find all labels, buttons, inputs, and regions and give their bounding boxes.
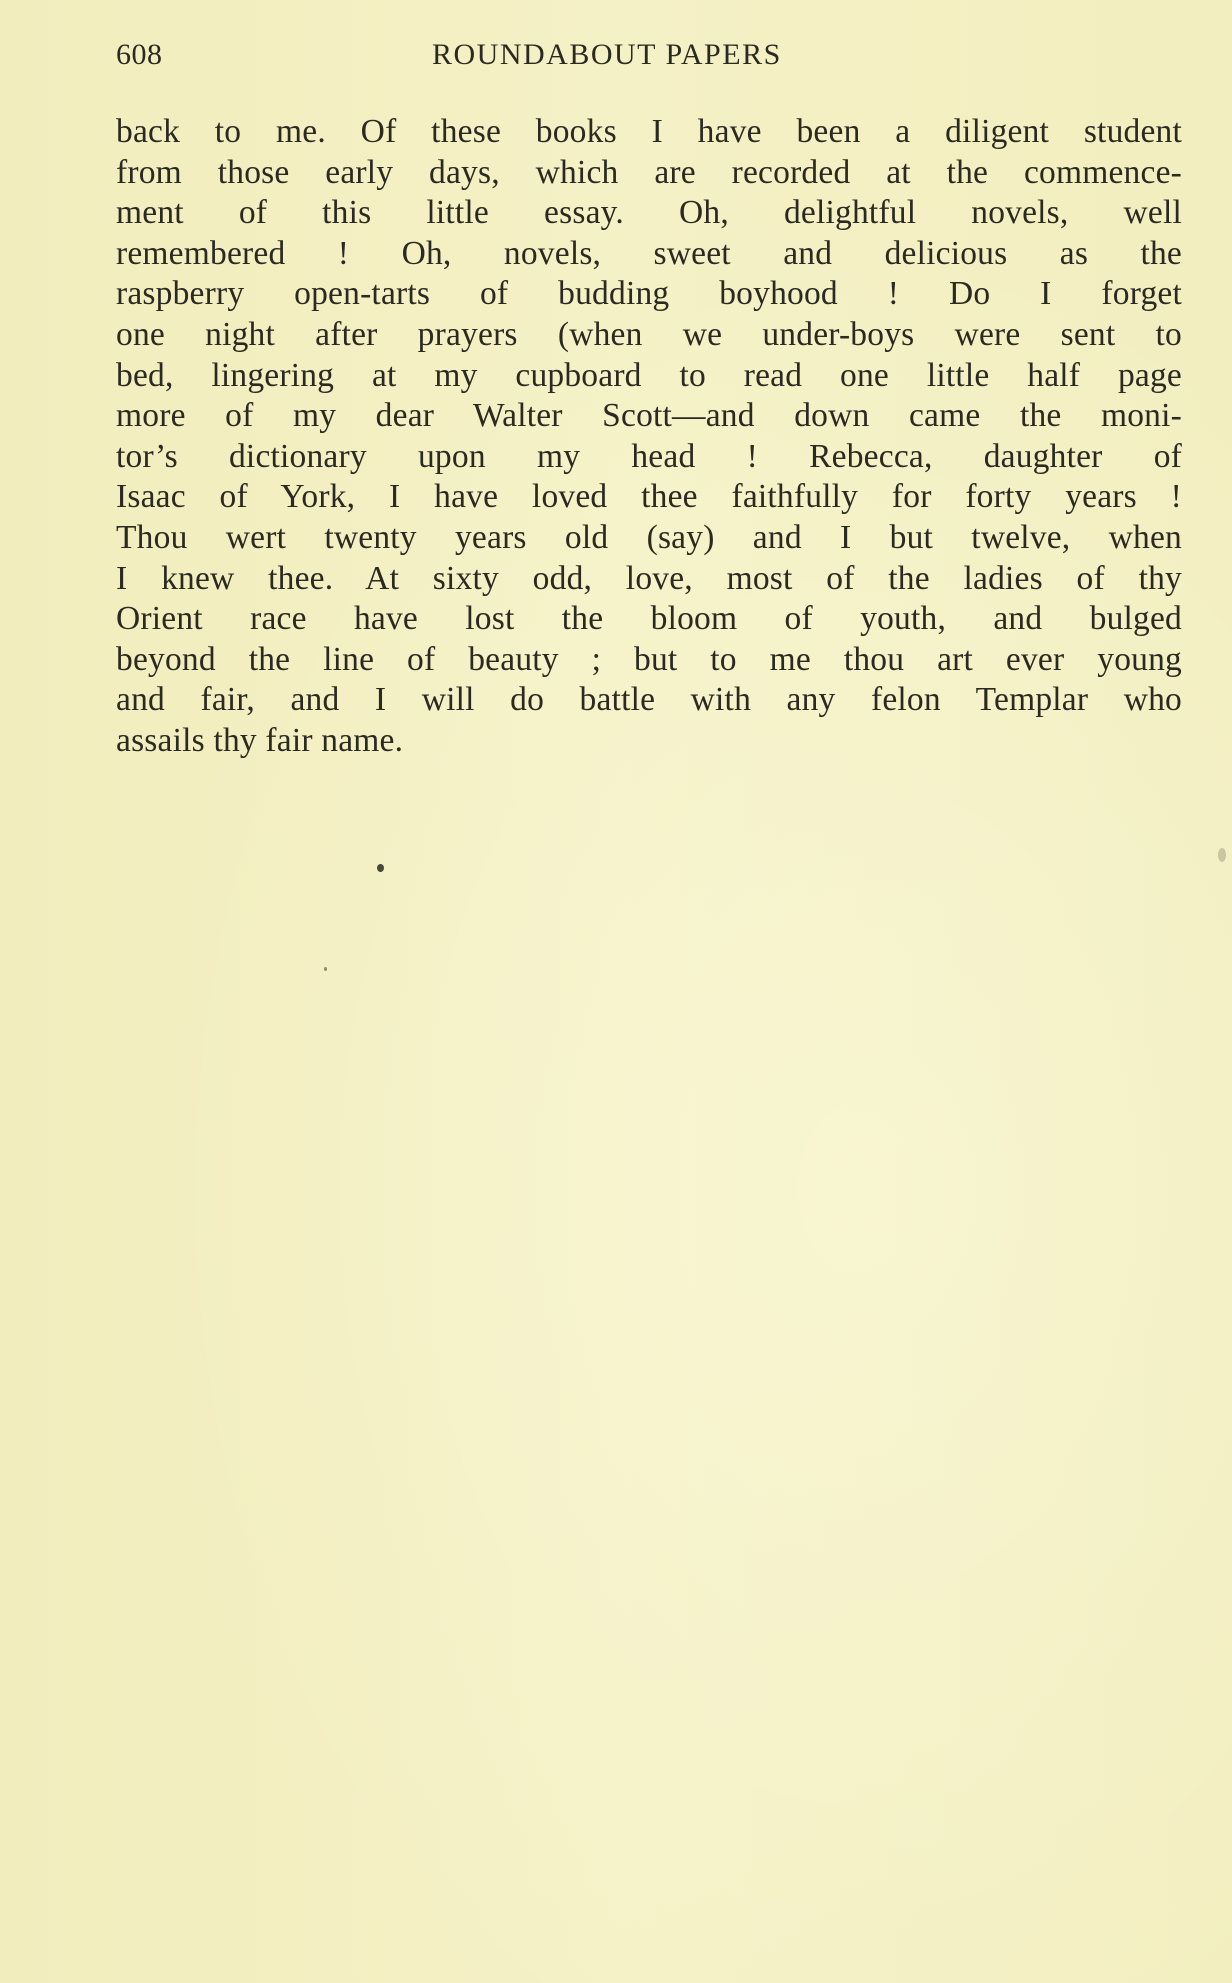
running-title: ROUNDABOUT PAPERS [432,38,782,71]
text-line: I knew thee. At sixty odd, love, most of the ladies of thy [116,559,1182,597]
text-line: back to me. Of these books I have been a diligent student [116,113,1182,150]
ink-speck [324,967,327,971]
text-line: Isaac of York, I have loved thee faithfully for forty years ! [116,478,1182,516]
text-line: remembered ! Oh, novels, sweet and delicious as the [116,234,1182,272]
text-line: beyond the line of beauty ; but to me thou art ever young [116,640,1182,678]
body-text [116,112,1182,762]
text-line-last: assails thy fair name. [116,721,404,759]
page-number: 608 [116,38,163,71]
text-line: raspberry open-tarts of budding boyhood ! Do I forget [116,275,1182,313]
text-line: from those early days, which are recorded at the commence- [116,153,1182,191]
text-line: one night after prayers (when we under-boys were sent to [116,315,1182,353]
ink-speck [377,864,384,872]
text-line: ment of this little essay. Oh, delightful novels, well [116,194,1182,232]
text-line: Orient race have lost the bloom of youth, and bulged [116,600,1182,638]
text-line: more of my dear Walter Scott—and down came the moni- [116,397,1182,435]
text-line: bed, lingering at my cupboard to read one little half page [116,356,1182,394]
text-line: and fair, and I will do battle with any felon Templar who [116,681,1182,719]
ink-speck [1218,848,1226,862]
text-line: tor’s dictionary upon my head ! Rebecca, daughter of [116,437,1182,475]
running-head [116,38,1182,78]
text-line: Thou wert twenty years old (say) and I but twelve, when [116,518,1182,556]
